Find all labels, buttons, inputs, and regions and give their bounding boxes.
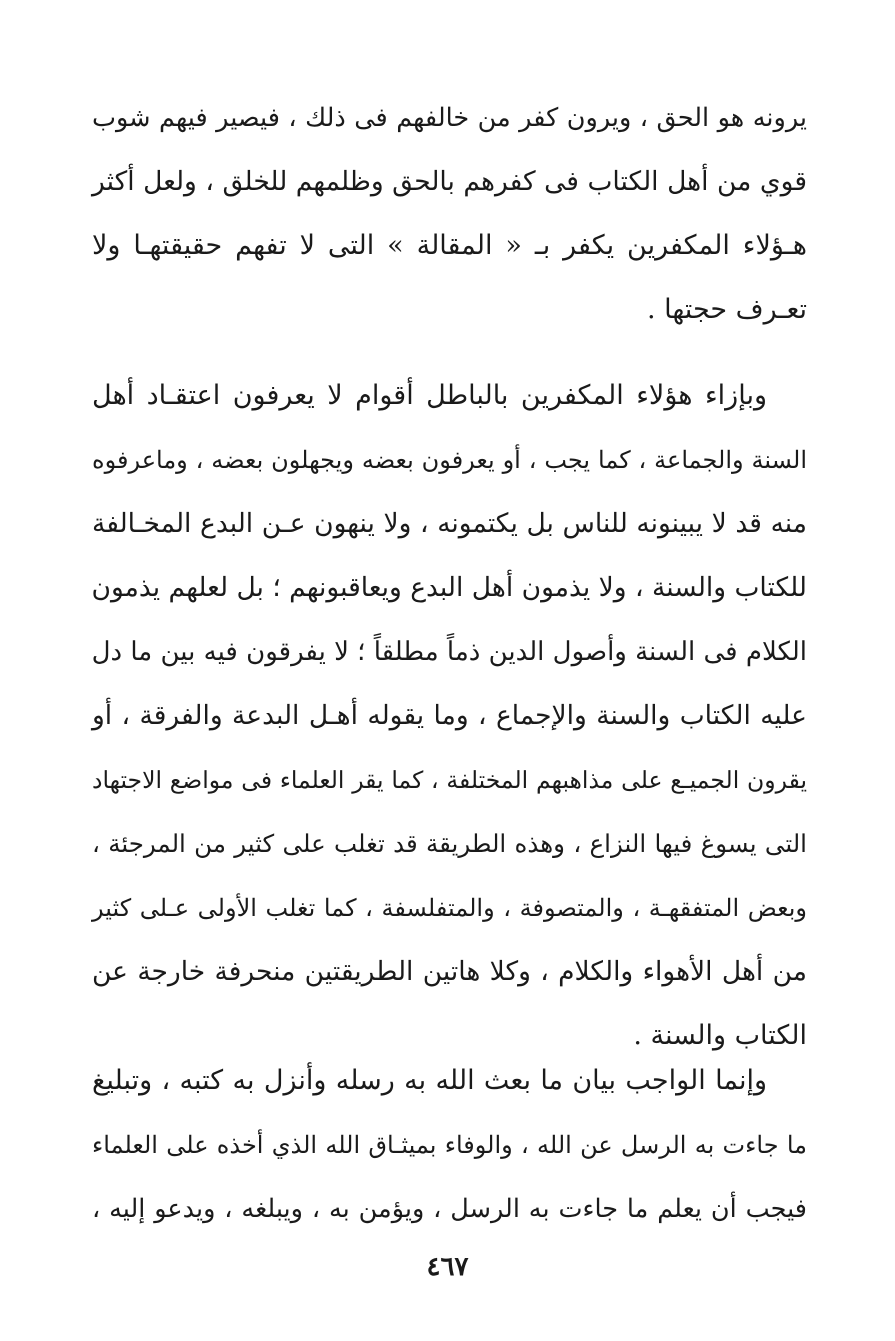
- paragraph-line: للكتاب والسنة ، ولا يذمون أهل البدع ويعاقبونهم ؛ بل لعلهم يذمون: [91, 572, 807, 603]
- paragraph-line: وإنما الواجب بيان ما بعث الله به رسله وأنزل به كتبه ، وتبليغ: [92, 1065, 767, 1096]
- page-number: ٤٦٧: [426, 1252, 469, 1282]
- paragraph-line: يقرون الجميـع على مذاهبهم المختلفة ، كما يقر العلماء فى مواضع الاجتهاد: [92, 766, 807, 794]
- paragraph-line: وبعض المتفقهـة ، والمتصوفة ، والمتفلسفة ، كما تغلب الأولى عـلى كثير: [92, 894, 807, 922]
- paragraph-line: فيجب أن يعلم ما جاءت به الرسل ، ويؤمن به ، ويبلغه ، ويدعو إليه ،: [92, 1194, 807, 1224]
- paragraph-line: قوي من أهل الكتاب فى كفرهم بالحق وظلمهم للخلق ، ولعل أكثر: [92, 166, 807, 197]
- paragraph-line: منه قد لا يبينونه للناس بل يكتمونه ، ولا ينهون عـن البدع المخـالفة: [92, 508, 807, 539]
- paragraph-2: [92, 364, 807, 1068]
- paragraph-line: عليه الكتاب والسنة والإجماع ، وما يقوله أهـل البدعة والفرقة ، أو: [92, 700, 807, 731]
- paragraph-line: وبإزاء هؤلاء المكفرين بالباطل أقوام لا يعرفون اعتقـاد أهل: [92, 380, 767, 411]
- paragraph-1: [92, 86, 807, 342]
- paragraph-line: ما جاءت به الرسل عن الله ، والوفاء بميثـاق الله الذي أخذه على العلماء: [92, 1131, 807, 1159]
- paragraph-line: السنة والجماعة ، كما يجب ، أو يعرفون بعضه ويجهلون بعضه ، وماعرفوه: [92, 446, 807, 474]
- paragraph-line: يرونه هو الحق ، ويرون كفر من خالفهم فى ذلك ، فيصير فيهم شوب: [92, 103, 807, 133]
- paragraph-line: الكلام فى السنة وأصول الدين ذماً مطلقاً ؛ لا يفرقون فيه بين ما دل: [91, 637, 807, 667]
- paragraph-3: [92, 1049, 807, 1241]
- paragraph-line: من أهل الأهواء والكلام ، وكلا هاتين الطريقتين منحرفة خارجة عن: [92, 956, 807, 987]
- paragraph-line: تعـرف حجتها .: [646, 294, 807, 325]
- paragraph-line: التى يسوغ فيها النزاع ، وهذه الطريقة قد تغلب على كثير من المرجئة ،: [92, 829, 807, 858]
- paragraph-line: الكتاب والسنة .: [633, 1020, 807, 1051]
- paragraph-line: هـؤلاء المكفرين يكفر بـ « المقالة » التى لا تفهم حقيقتهـا ولا: [92, 230, 807, 261]
